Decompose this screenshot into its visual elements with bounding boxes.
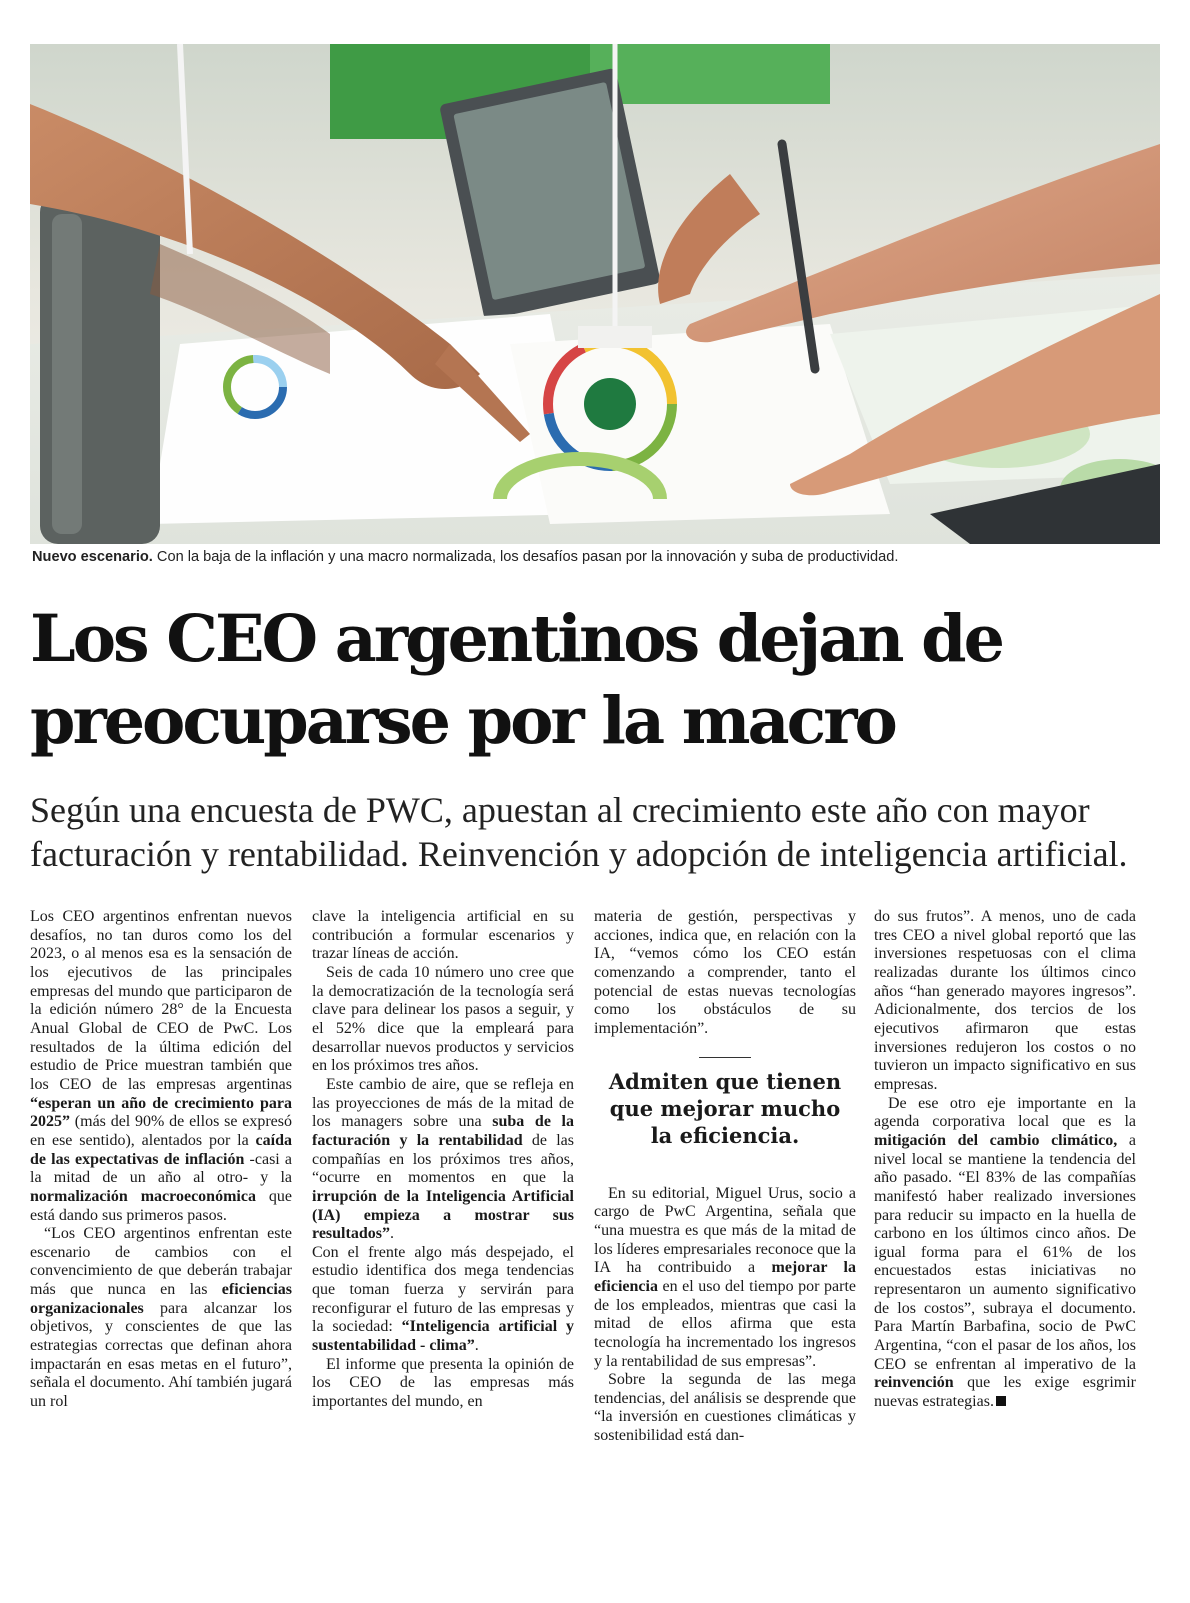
deck-line-1: Según una encuesta de PWC, apuestan al crecimiento este año con mayor [30, 790, 1090, 830]
bold-run: suba de la facturación y la rentabilidad [312, 1113, 574, 1149]
headline-line-2: preocuparse por la macro [30, 683, 895, 759]
text-run: De ese otro eje importante en la agenda corporativa local que es la [874, 1094, 1136, 1131]
paragraph [30, 908, 292, 1225]
text-run: . [474, 1337, 479, 1355]
text-run: para alcanzar los objetivos, y conscientes de que las estrategias correctas que definan ahora impactarán en esas metas en el futuro”, señala el documento. Ahí también jugará un rol [30, 1299, 292, 1411]
bold-run: “Inteligencia artificial y sustentabilidad - clima” [312, 1318, 574, 1355]
caption-lead: Nuevo escenario. [32, 549, 153, 565]
paragraph: do sus frutos”. A menos, uno de cada tres CEO a nivel global reportó que las inversiones respetuosas con el clima realizadas durante los últimos cinco años “han generado mayores ingresos”. Adicionalmente, dos tercios de los ejecutivos afirmaron que estas inversiones redujeron los costos o no tuvieron un impacto significativo en sus empresas. [874, 908, 1136, 1093]
paragraph: clave la inteligencia artificial en su contribución a formular escenarios y trazar líneas de acción. [312, 908, 574, 963]
deck-line-2: facturación y rentabilidad. Reinvención y adopción de inteligencia artificial. [30, 834, 1128, 874]
paragraph: Sobre la segunda de las mega tendencias, del análisis se desprende que “la inversión en cuestiones climáticas y sostenibilidad está dan- [594, 1371, 856, 1445]
end-of-article-mark [996, 1396, 1006, 1406]
article-column-1 [30, 908, 292, 1412]
hero-photo-illustration [30, 44, 1160, 544]
paragraph [874, 1095, 1136, 1412]
text-run: “Los CEO argentinos enfrentan este escenario de cambios con el convencimiento de que deberán trabajar más que nunca en las [30, 1225, 292, 1299]
paragraph: El informe que presenta la opinión de los CEO de las empresas más importantes del mundo, en [312, 1355, 574, 1411]
article-column-2 [312, 908, 574, 1412]
headline [30, 598, 1160, 762]
paragraph [312, 1076, 574, 1244]
text-run: a nivel local se mantiene la tendencia del año pasado. “El 83% de las compañías manifestó haber realizado inversiones para reducir su impacto en la huella de carbono en los últimos cinco años. De igual forma para el 61% de los encuestados estas iniciativas no representaron un aumento significativo de los costos”, subraya el documento. Para Martín Barbafina, socio de PwC Argentina, “con el pasar de los años, los CEO se enfrentan al imperativo de la [874, 1131, 1137, 1373]
text-run: Con el frente algo más despejado, el estudio identifica dos mega tendencias que toman fuerza y servirán para reconfigurar el futuro de las empresas y la sociedad: [312, 1243, 574, 1336]
pull-quote-text: Admiten que tienen que mejorar mucho la eficiencia. [608, 1068, 842, 1148]
paragraph: Seis de cada 10 número uno cree que la democratización de la tecnología será clave para delinear los pasos a seguir, y el 52% dice que la empleará para desarrollar nuevos productos y servicios en los próximos tres años. [312, 963, 574, 1075]
text-run: (más del 90% de ellos se expresó en ese sentido), alentados por la [30, 1113, 292, 1149]
paragraph [312, 1244, 574, 1356]
deck-subtitle [30, 788, 1160, 876]
bold-run: “esperan un año de crecimiento para 2025” [30, 1094, 292, 1131]
text-run: Los CEO argentinos enfrentan nuevos desafíos, no tan duros como los del 2023, o al menos esa es la sensación de los ejecutivos de las principales empresas del mundo que participaron de la edición número 28° de la Encuesta Anual Global de CEO de PwC. Los resultados de la última edición del estudio de Price muestran también que los CEO de las empresas argentinas [30, 908, 292, 1093]
text-run: Este cambio de aire, que se refleja en las proyecciones de más de la mitad de los managers sobre una [312, 1075, 574, 1131]
bold-run: mejorar la eficiencia [594, 1259, 856, 1295]
bold-run: caída de las expectativas de inflación [30, 1131, 292, 1168]
article-column-3 [594, 908, 856, 1446]
text-run: En su editorial, Miguel Urus, socio a cargo de PwC Argentina, señala que “una muestra es que más de la mitad de los líderes empresariales reconoce que la IA ha contribuido a [594, 1184, 856, 1277]
bold-run: irrupción de la Inteligencia Artificial (IA) empieza a mostrar sus resultados” [312, 1187, 574, 1243]
article-column-4 [874, 908, 1136, 1412]
text-run: -casi a la mitad de un año al otro- y la [30, 1150, 293, 1187]
text-run: que está dando sus primeros pasos. [30, 1187, 292, 1224]
pull-quote-rule [699, 1057, 751, 1058]
paragraph: materia de gestión, perspectivas y acciones, indica que, en relación con la IA, “vemos cómo los CEO están comenzando a comprender, tanto el potencial de estas nuevas tecnologías como los obstáculos de su implementación”. [594, 908, 856, 1037]
text-run: que les exige esgrimir nuevas estrategias. [874, 1374, 1136, 1411]
paragraph [594, 1185, 856, 1372]
bold-run: eficiencias organizacionales [30, 1281, 292, 1317]
text-run: de las compañías en los próximos tres años, “ocurre en momentos en que la [312, 1131, 575, 1187]
text-run: en el uso del tiempo por parte de los empleados, mientras que casi la mitad de ellos afirma que esta tecnología ha incrementado los ingresos y la rentabilidad de sus empresas”. [594, 1277, 856, 1370]
bold-run: mitigación del cambio climático, [874, 1131, 1118, 1149]
bold-run: normalización macroeconómica [30, 1187, 256, 1205]
photo-caption [32, 546, 1158, 568]
caption-text: Con la baja de la inflación y una macro normalizada, los desafíos pasan por la innovación y suba de productividad. [152, 549, 899, 565]
pull-quote [598, 1057, 852, 1149]
paragraph [30, 1225, 292, 1412]
bold-run: reinvención [874, 1374, 954, 1392]
headline-line-1: Los CEO argentinos dejan de [30, 601, 1002, 677]
hero-photo [30, 44, 1160, 544]
text-run: . [389, 1225, 394, 1243]
